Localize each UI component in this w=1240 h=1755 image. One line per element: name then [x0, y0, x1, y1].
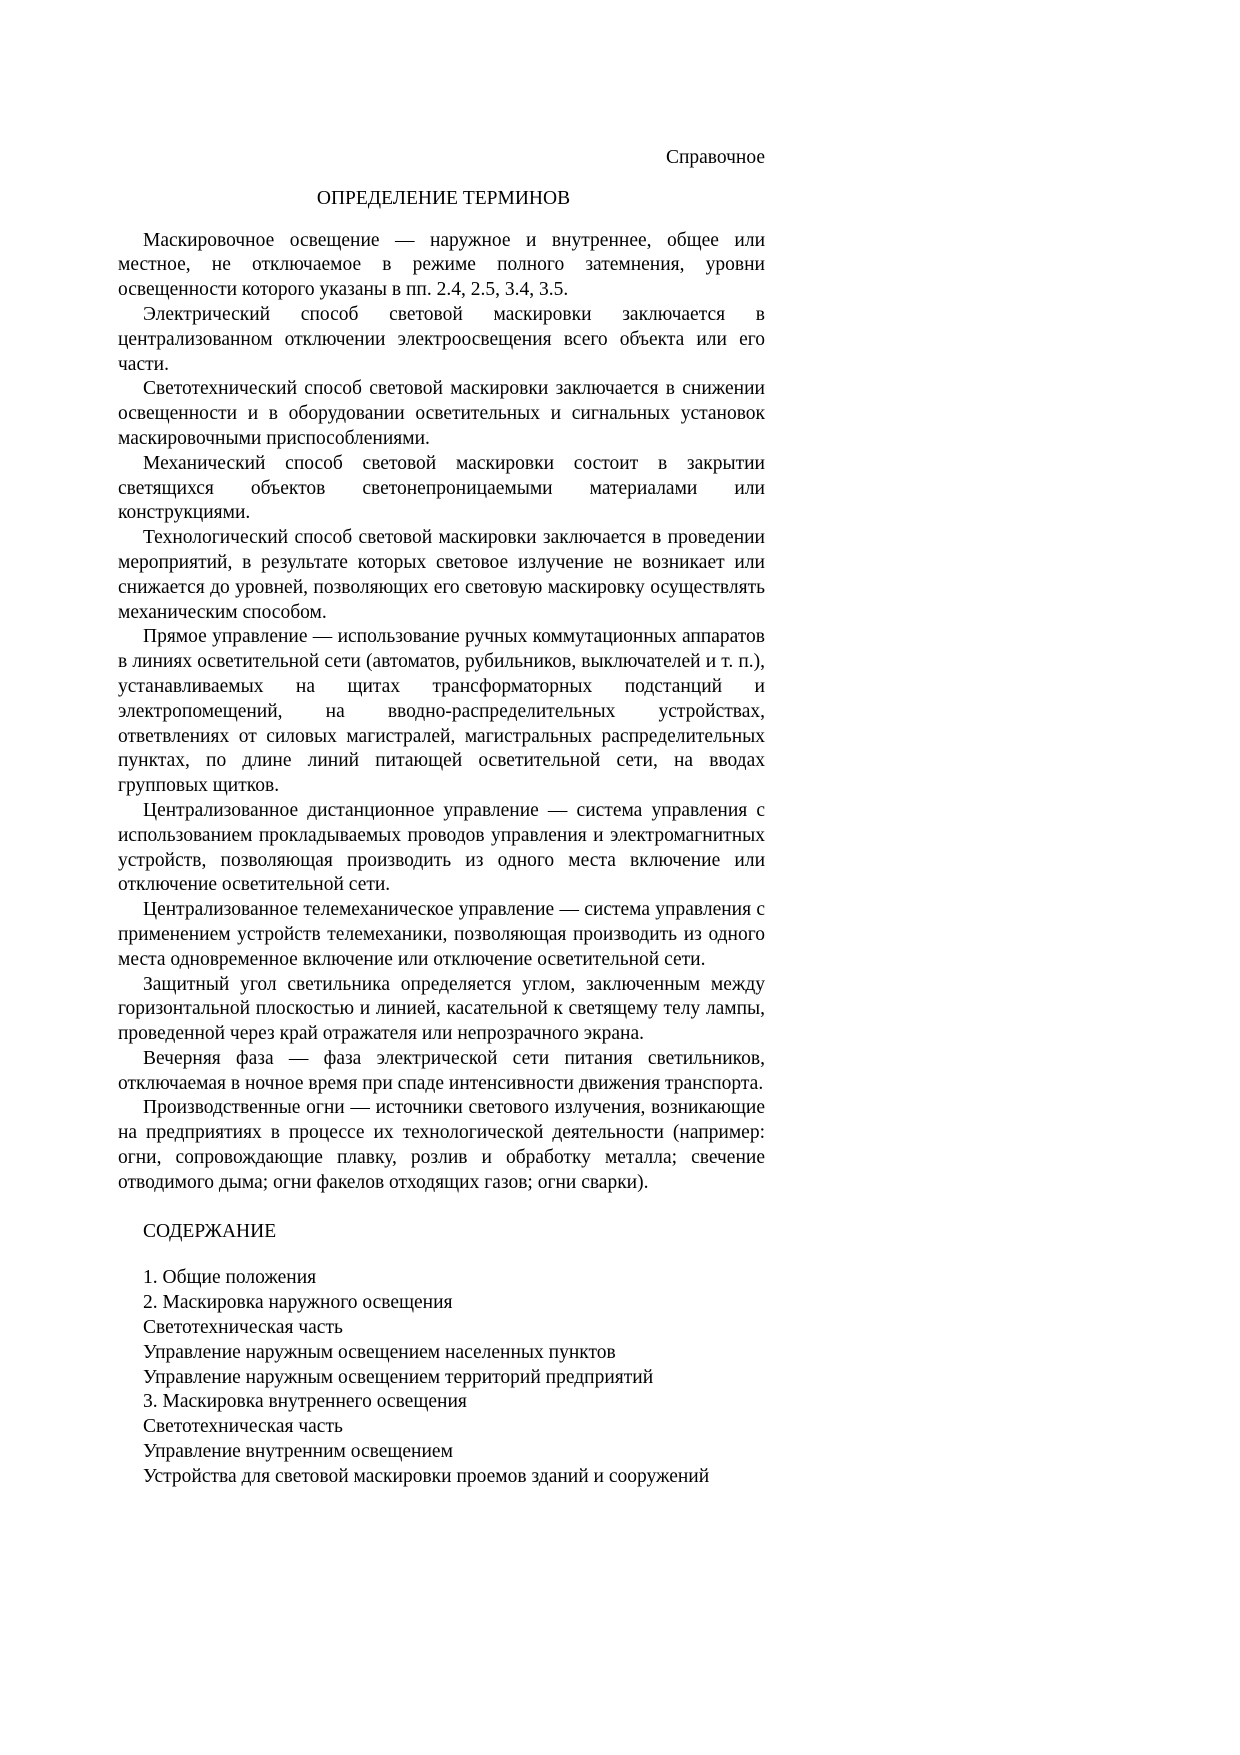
toc-item: 1. Общие положения — [143, 1267, 317, 1289]
reference-label: Справочное — [665, 147, 765, 168]
definition-paragraph: Централизованное дистанционное управление — система управления с использованием прокладываемых проводов управления и электромагнитных устройств, позволяющая производить из одного места включение или отключение осветительной сети. — [118, 799, 765, 896]
definition-paragraph: Механический способ световой маскировки состоит в закрытии светящихся объектов светонепроницаемыми материалами или конструкциями. — [118, 452, 765, 524]
toc-item: Устройства для световой маскировки проемов зданий и сооружений — [143, 1465, 710, 1487]
definition-paragraph: Централизованное телемеханическое управление — система управления с применением устройств телемеханики, позволяющая производить из одного места одновременное включение или отключение осветительной сети. — [118, 899, 765, 970]
definition-paragraph: Защитный угол светильника определяется углом, заключенным между горизонтальной плоскостью и линией, касательной к светящему телу лампы, проведенной через край отражателя или непрозрачного экрана. — [118, 973, 765, 1045]
definition-paragraph: Светотехнический способ световой маскировки заключается в снижении освещенности и в оборудовании осветительных и сигнальных установок маскировочными приспособлениями. — [118, 378, 765, 449]
definition-paragraph: Производственные огни — источники светового излучения, возникающие на предприятиях в процессе их технологической деятельности (например: огни, сопровождающие плавку, розлив и обработку металла; свечение отводимого дыма; огни факелов отходящих газов; огни сварки). — [118, 1097, 765, 1193]
contents-heading: СОДЕРЖАНИЕ — [143, 1220, 277, 1242]
table-of-contents — [118, 1266, 765, 1489]
definition-paragraph: Маскировочное освещение — наружное и внутреннее, общее или местное, не отключаемое в режиме полного затемнения, уровни освещенности которого указаны в пп. 2.4, 2.5, 3.4, 3.5. — [118, 229, 765, 301]
definition-paragraph: Электрический способ световой маскировки заключается в централизованном отключении электроосвещения всего объекта или его части. — [118, 303, 765, 375]
definition-paragraph: Вечерняя фаза — фаза электрической сети питания светильников, отключаемая в ночное время при спаде интенсивности движения транспорта. — [118, 1047, 765, 1094]
definition-paragraph: Прямое управление — использование ручных коммутационных аппаратов в линиях осветительной сети (автоматов, рубильников, выключателей и т. п.), устанавливаемых на щитах трансформаторных подстанций и электропомещений, на вводно-распределительных устройствах, ответвлениях от силовых магистралей, магистральных распределительных пунктах, по длине линий питающей осветительной сети, на вводах групповых щитков. — [118, 626, 765, 797]
toc-item: Управление внутренним освещением — [143, 1441, 453, 1463]
toc-item: Светотехническая часть — [143, 1317, 343, 1339]
toc-item: Управление наружным освещением территорий предприятий — [143, 1366, 654, 1388]
definitions-section — [118, 229, 765, 1196]
toc-item: Управление наружным освещением населенных пунктов — [143, 1341, 616, 1363]
page-title: ОПРЕДЕЛЕНИЕ ТЕРМИНОВ — [316, 187, 571, 209]
toc-item: 2. Маскировка наружного освещения — [143, 1292, 453, 1314]
definition-paragraph: Технологический способ световой маскировки заключается в проведении мероприятий, в результате которых световое излучение не возникает или снижается до уровней, позволяющих его световую маскировку осуществлять механическим способом. — [118, 527, 765, 623]
document-page — [118, 146, 765, 1490]
toc-item: Светотехническая часть — [143, 1416, 343, 1438]
toc-item: 3. Маскировка внутреннего освещения — [143, 1391, 467, 1413]
